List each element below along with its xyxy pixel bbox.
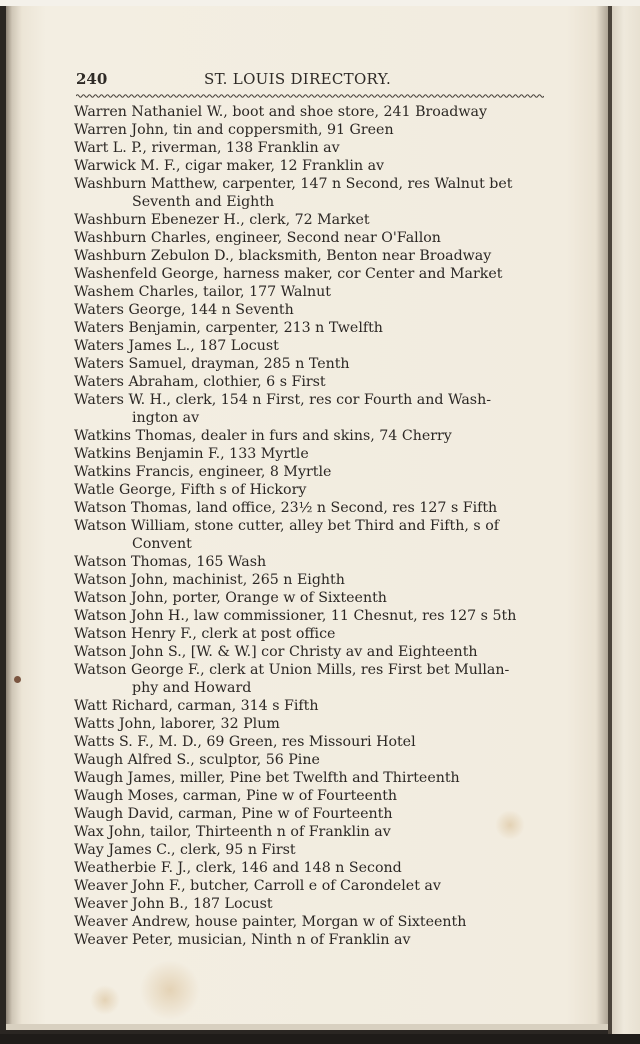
scan-bottom-edge <box>0 1034 640 1044</box>
directory-entry <box>74 841 554 859</box>
directory-entry <box>74 391 554 427</box>
entry-text: Watle George, Fifth s of Hickory <box>74 482 307 498</box>
entry-text: Way James C., clerk, 95 n First <box>74 842 296 858</box>
page-header <box>76 70 540 92</box>
entry-text: Watts S. F., M. D., 69 Green, res Missouri Hotel <box>74 734 416 750</box>
entry-text: Watson John H., law commissioner, 11 Chesnut, res 127 s 5th <box>74 608 517 624</box>
entry-continuation: Seventh and Eighth <box>132 194 275 210</box>
directory-entry <box>74 319 554 337</box>
directory-entry <box>74 805 554 823</box>
directory-entry <box>74 787 554 805</box>
directory-entry <box>74 859 554 877</box>
entry-text: Warwick M. F., cigar maker, 12 Franklin av <box>74 158 385 174</box>
entry-text: Watts John, laborer, 32 Plum <box>74 716 280 732</box>
entry-text: Weaver John F., butcher, Carroll e of Carondelet av <box>74 878 441 894</box>
entry-text: Watkins Thomas, dealer in furs and skins, 74 Cherry <box>74 428 452 444</box>
entry-text: Washburn Matthew, carpenter, 147 n Second, res Walnut bet <box>74 176 513 192</box>
entry-text: Waters George, 144 n Seventh <box>74 302 294 318</box>
entry-text: Watson Thomas, 165 Wash <box>74 554 267 570</box>
facing-page-edge <box>612 6 640 1034</box>
entry-text: Waters Abraham, clothier, 6 s First <box>74 374 326 390</box>
directory-entry <box>74 697 554 715</box>
entry-text: Waters James L., 187 Locust <box>74 338 279 354</box>
entry-text: Warren John, tin and coppersmith, 91 Green <box>74 122 394 138</box>
directory-entries <box>74 103 554 949</box>
entry-text: Warren Nathaniel W., boot and shoe store, 241 Broadway <box>74 104 487 120</box>
directory-entry <box>74 427 554 445</box>
ink-spot <box>14 676 21 683</box>
entry-text: Watson John, machinist, 265 n Eighth <box>74 572 345 588</box>
directory-entry <box>74 301 554 319</box>
directory-entry <box>74 337 554 355</box>
entry-text: Washenfeld George, harness maker, cor Center and Market <box>74 266 503 282</box>
entry-text: Watson John S., [W. & W.] cor Christy av and Eighteenth <box>74 644 478 660</box>
directory-entry <box>74 175 554 211</box>
entry-text: Watson George F., clerk at Union Mills, res First bet Mullan- <box>74 662 510 678</box>
foxing-stain <box>90 985 120 1015</box>
entry-text: Waters Benjamin, carpenter, 213 n Twelfth <box>74 320 383 336</box>
directory-entry <box>74 715 554 733</box>
directory-entry <box>74 643 554 661</box>
entry-text: Washburn Zebulon D., blacksmith, Benton near Broadway <box>74 248 492 264</box>
entry-text: Watkins Benjamin F., 133 Myrtle <box>74 446 309 462</box>
directory-entry <box>74 229 554 247</box>
directory-entry <box>74 355 554 373</box>
directory-entry <box>74 931 554 949</box>
entry-continuation: Convent <box>132 536 192 552</box>
entry-text: Washem Charles, tailor, 177 Walnut <box>74 284 331 300</box>
directory-entry <box>74 553 554 571</box>
directory-entry <box>74 913 554 931</box>
directory-entry <box>74 751 554 769</box>
directory-entry <box>74 571 554 589</box>
directory-entry <box>74 121 554 139</box>
directory-entry <box>74 463 554 481</box>
directory-entry <box>74 877 554 895</box>
directory-entry <box>74 733 554 751</box>
entry-text: Washburn Charles, engineer, Second near O'Fallon <box>74 230 441 246</box>
entry-text: Weaver John B., 187 Locust <box>74 896 273 912</box>
directory-entry <box>74 157 554 175</box>
directory-entry <box>74 247 554 265</box>
directory-entry <box>74 283 554 301</box>
entry-text: Washburn Ebenezer H., clerk, 72 Market <box>74 212 370 228</box>
directory-entry <box>74 823 554 841</box>
entry-text: Weaver Peter, musician, Ninth n of Franklin av <box>74 932 411 948</box>
running-head: ST. LOUIS DIRECTORY. <box>204 70 392 88</box>
directory-entry <box>74 895 554 913</box>
directory-entry <box>74 625 554 643</box>
directory-entry <box>74 265 554 283</box>
entry-text: Waters Samuel, drayman, 285 n Tenth <box>74 356 350 372</box>
page-number: 240 <box>76 70 108 88</box>
entry-text: Watson Henry F., clerk at post office <box>74 626 336 642</box>
entry-text: Waugh David, carman, Pine w of Fourteenth <box>74 806 393 822</box>
entry-text: Watkins Francis, engineer, 8 Myrtle <box>74 464 332 480</box>
entry-text: Watson John, porter, Orange w of Sixteenth <box>74 590 387 606</box>
entry-text: Waugh James, miller, Pine bet Twelfth and Thirteenth <box>74 770 460 786</box>
directory-entry <box>74 769 554 787</box>
entry-text: Waters W. H., clerk, 154 n First, res cor Fourth and Wash- <box>74 392 492 408</box>
directory-entry <box>74 373 554 391</box>
entry-continuation: phy and Howard <box>132 680 252 696</box>
entry-text: Watson William, stone cutter, alley bet Third and Fifth, s of <box>74 518 499 534</box>
directory-entry <box>74 445 554 463</box>
entry-text: Waugh Alfred S., sculptor, 56 Pine <box>74 752 320 768</box>
entry-text: Weatherbie F. J., clerk, 146 and 148 n Second <box>74 860 402 876</box>
entry-text: Weaver Andrew, house painter, Morgan w of Sixteenth <box>74 914 467 930</box>
directory-entry <box>74 517 554 553</box>
directory-entry <box>74 211 554 229</box>
wavy-rule-divider <box>76 92 544 100</box>
directory-entry <box>74 607 554 625</box>
entry-text: Watt Richard, carman, 314 s Fifth <box>74 698 319 714</box>
entry-text: Waugh Moses, carman, Pine w of Fourteenth <box>74 788 398 804</box>
entry-text: Watson Thomas, land office, 23½ n Second, res 127 s Fifth <box>74 500 498 516</box>
directory-entry <box>74 661 554 697</box>
directory-entry <box>74 481 554 499</box>
directory-entry <box>74 499 554 517</box>
directory-entry <box>74 103 554 121</box>
entry-continuation: ington av <box>132 410 200 426</box>
entry-text: Wax John, tailor, Thirteenth n of Franklin av <box>74 824 391 840</box>
foxing-stain <box>140 960 200 1020</box>
directory-entry <box>74 139 554 157</box>
directory-entry <box>74 589 554 607</box>
entry-text: Wart L. P., riverman, 138 Franklin av <box>74 140 340 156</box>
